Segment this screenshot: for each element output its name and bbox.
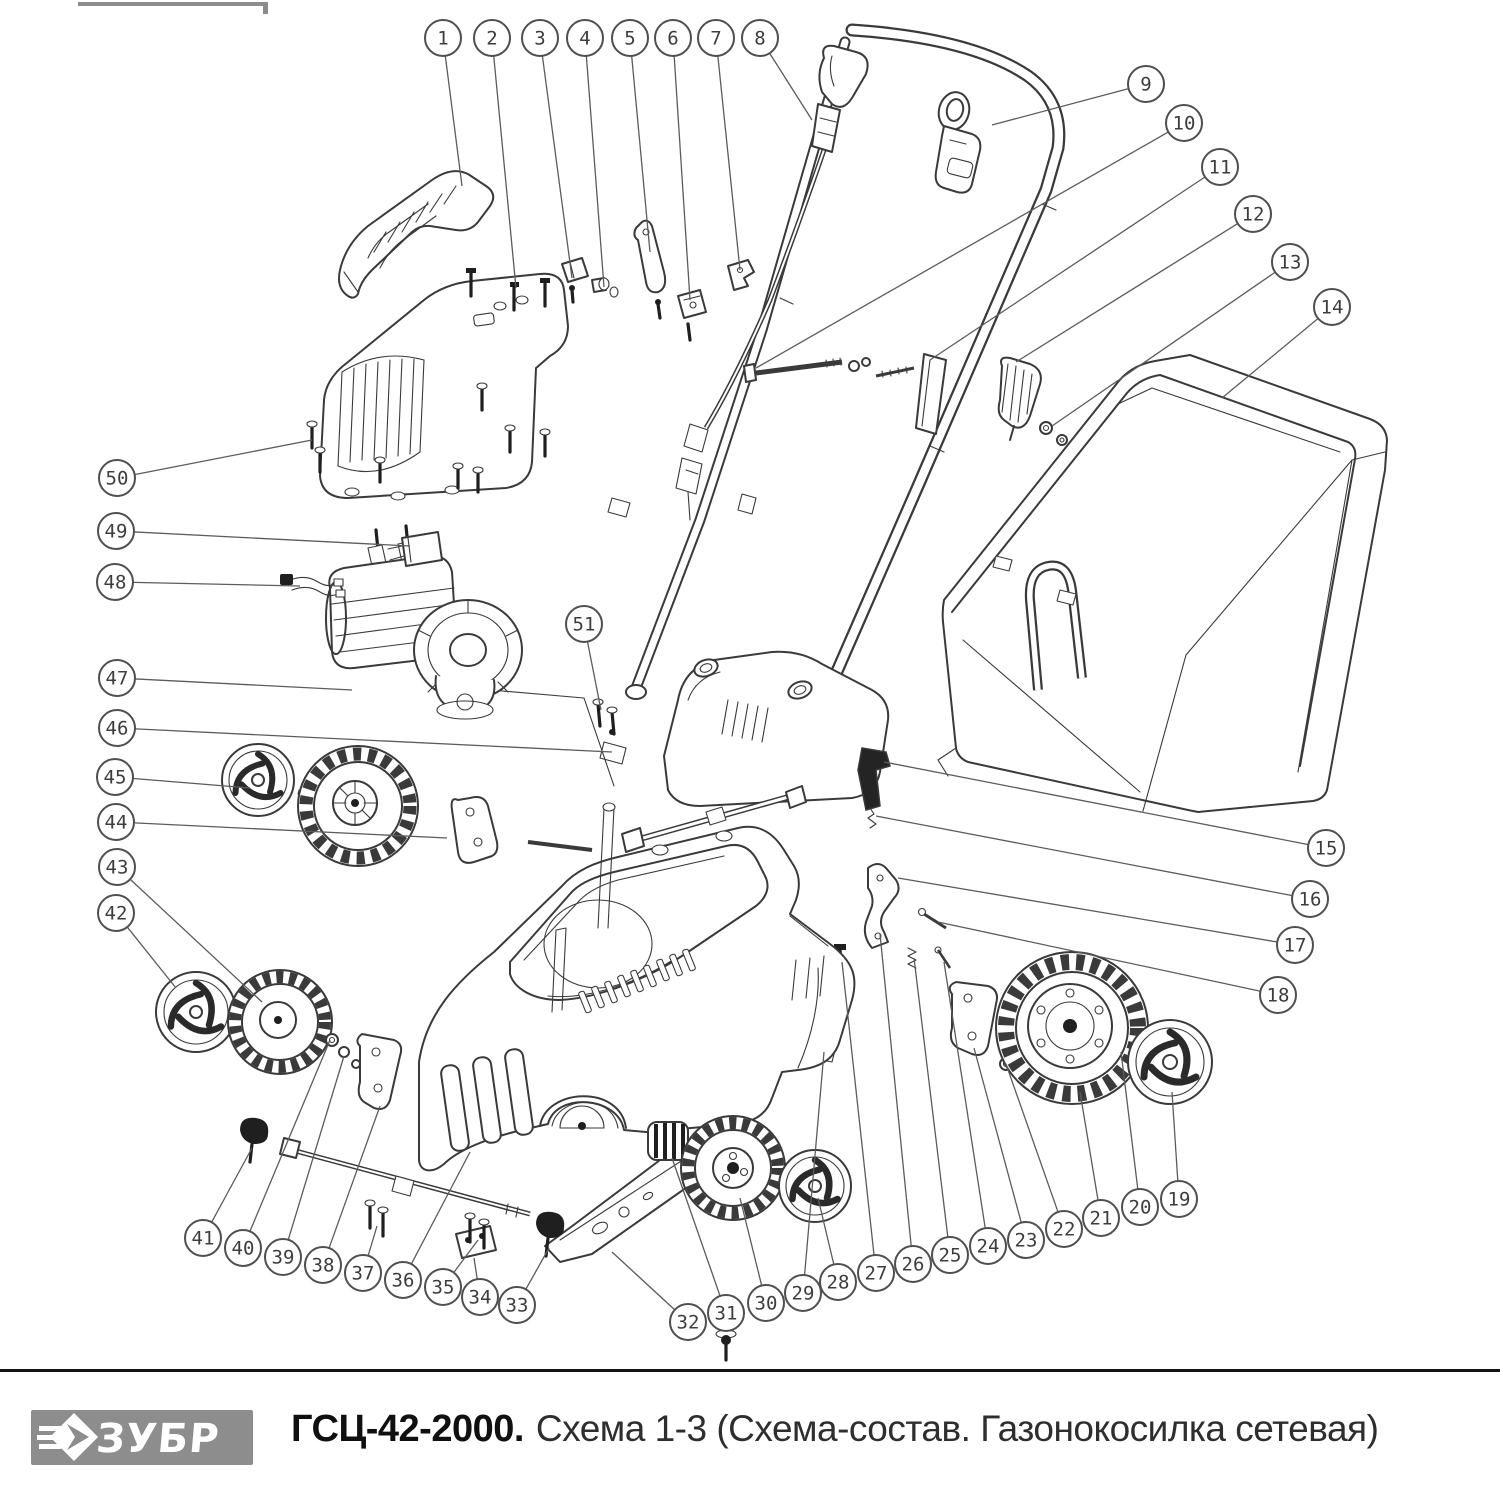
callout-leader-42 <box>128 927 176 988</box>
callout-number-32: 32 <box>676 1311 700 1334</box>
callout-number-12: 12 <box>1241 203 1265 226</box>
callout-51 <box>566 606 602 642</box>
callout-number-27: 27 <box>864 1262 888 1285</box>
callout-number-51: 51 <box>572 613 596 636</box>
callout-number-21: 21 <box>1089 1207 1113 1230</box>
callout-leader-48 <box>133 582 300 586</box>
callout-number-28: 28 <box>826 1271 850 1294</box>
callout-number-8: 8 <box>754 27 766 50</box>
callout-number-45: 45 <box>103 766 127 789</box>
callout-29 <box>785 1275 821 1311</box>
callout-49 <box>98 513 134 549</box>
callout-15 <box>1308 830 1344 866</box>
callout-leader-1 <box>445 56 462 186</box>
callout-2 <box>474 20 510 56</box>
callout-number-14: 14 <box>1320 296 1344 319</box>
callout-10 <box>1166 105 1202 141</box>
callout-number-19: 19 <box>1167 1188 1191 1211</box>
callout-5 <box>612 20 648 56</box>
callout-leader-34 <box>474 1258 477 1279</box>
callout-number-5: 5 <box>624 27 636 50</box>
callout-number-37: 37 <box>351 1262 375 1285</box>
part-small-hardware-row <box>562 221 754 340</box>
callout-30 <box>748 1285 784 1321</box>
callout-28 <box>820 1264 856 1300</box>
callout-number-4: 4 <box>579 27 591 50</box>
callout-38 <box>305 1247 341 1283</box>
callout-number-25: 25 <box>938 1244 962 1267</box>
callout-44 <box>98 804 134 840</box>
footer-bar <box>0 1372 1500 1500</box>
callout-number-43: 43 <box>105 856 129 879</box>
callout-leader-33 <box>526 1248 549 1289</box>
callout-number-42: 42 <box>104 902 128 925</box>
callout-number-40: 40 <box>231 1237 255 1260</box>
callout-25 <box>932 1237 968 1273</box>
callout-number-36: 36 <box>391 1269 415 1292</box>
callout-11 <box>1202 149 1238 185</box>
callout-number-26: 26 <box>901 1253 925 1276</box>
callout-number-11: 11 <box>1208 156 1232 179</box>
callout-19 <box>1161 1181 1197 1217</box>
callout-leader-19 <box>1172 1092 1178 1181</box>
callout-26 <box>895 1246 931 1282</box>
callout-42 <box>98 895 134 931</box>
callout-14 <box>1314 289 1350 325</box>
callout-leader-47 <box>135 679 352 690</box>
callout-leader-2 <box>494 56 516 288</box>
callout-number-20: 20 <box>1128 1196 1152 1219</box>
callout-22 <box>1046 1211 1082 1247</box>
callout-35 <box>425 1269 461 1305</box>
callout-4 <box>567 20 603 56</box>
brand-logo-art <box>31 1410 253 1465</box>
callout-number-24: 24 <box>976 1235 1000 1258</box>
callout-48 <box>97 564 133 600</box>
callout-leader-26 <box>880 934 911 1246</box>
callout-45 <box>97 759 133 795</box>
callout-number-13: 13 <box>1278 251 1302 274</box>
callout-number-34: 34 <box>468 1286 492 1309</box>
callout-leader-41 <box>212 1148 252 1222</box>
callout-41 <box>185 1220 221 1256</box>
callout-number-2: 2 <box>486 27 498 50</box>
callout-43 <box>99 849 135 885</box>
brand-logo <box>31 1410 253 1465</box>
callout-34 <box>462 1279 498 1315</box>
callout-18 <box>1260 977 1296 1013</box>
callout-number-49: 49 <box>104 520 128 543</box>
callout-number-31: 31 <box>714 1302 738 1325</box>
callout-37 <box>345 1255 381 1291</box>
callout-46 <box>99 710 135 746</box>
callout-17 <box>1277 927 1313 963</box>
callout-40 <box>225 1230 261 1266</box>
model-number: ГСЦ-42-2000. <box>291 1408 524 1450</box>
callout-number-41: 41 <box>191 1227 215 1250</box>
callout-number-18: 18 <box>1266 984 1290 1007</box>
callout-9 <box>1128 66 1164 102</box>
callout-leader-16 <box>876 816 1292 896</box>
callout-leader-38 <box>329 1106 380 1248</box>
callout-8 <box>742 20 778 56</box>
callout-1 <box>425 20 461 56</box>
part-motor-cover <box>307 268 568 500</box>
callout-50 <box>99 460 135 496</box>
part-grass-bag <box>938 355 1387 812</box>
callout-number-44: 44 <box>104 811 128 834</box>
callout-leader-3 <box>542 56 572 278</box>
callout-16 <box>1292 881 1328 917</box>
callout-leader-7 <box>718 56 740 270</box>
callout-number-23: 23 <box>1014 1229 1038 1252</box>
part-handle-bolt-set <box>744 354 1067 445</box>
callout-24 <box>970 1228 1006 1264</box>
callout-23 <box>1008 1222 1044 1258</box>
callout-36 <box>385 1262 421 1298</box>
callout-12 <box>1235 196 1271 232</box>
callout-7 <box>698 20 734 56</box>
callout-number-16: 16 <box>1298 888 1322 911</box>
callout-leader-11 <box>930 177 1205 360</box>
callout-31 <box>708 1295 744 1331</box>
callout-number-48: 48 <box>103 571 127 594</box>
callout-leader-50 <box>135 440 312 474</box>
callout-number-15: 15 <box>1314 837 1338 860</box>
callout-number-33: 33 <box>505 1294 529 1317</box>
callout-number-1: 1 <box>437 27 449 50</box>
callout-number-6: 6 <box>667 27 679 50</box>
part-left-upper-wheels <box>222 744 418 866</box>
doc-title <box>291 1408 1378 1468</box>
callout-leader-12 <box>1016 224 1237 362</box>
callout-6 <box>655 20 691 56</box>
brand-logo-text: ЗУБР <box>94 1416 222 1462</box>
callout-leader-32 <box>612 1252 674 1309</box>
callout-leader-6 <box>674 56 690 300</box>
callout-number-3: 3 <box>534 27 546 50</box>
callout-number-50: 50 <box>105 467 129 490</box>
callout-number-7: 7 <box>710 27 722 50</box>
callout-47 <box>99 660 135 696</box>
callout-leader-27 <box>842 962 874 1255</box>
callout-3 <box>522 20 558 56</box>
callout-number-39: 39 <box>271 1246 295 1269</box>
callout-13 <box>1272 244 1308 280</box>
callout-32 <box>670 1304 706 1340</box>
callout-number-9: 9 <box>1140 73 1152 96</box>
callout-number-22: 22 <box>1052 1218 1076 1241</box>
callout-leader-17 <box>898 878 1277 942</box>
callout-number-46: 46 <box>105 717 129 740</box>
part-rear-right-wheel <box>996 952 1212 1104</box>
scheme-subtitle: Схема 1-3 (Схема-состав. Газонокосилка сетевая) <box>535 1408 1379 1449</box>
callout-number-17: 17 <box>1283 934 1307 957</box>
callout-20 <box>1122 1189 1158 1225</box>
callout-leader-21 <box>1080 1092 1098 1200</box>
callout-21 <box>1083 1200 1119 1236</box>
callout-27 <box>858 1255 894 1291</box>
callout-33 <box>499 1287 535 1323</box>
callout-number-38: 38 <box>311 1254 335 1277</box>
part-cord-clip <box>935 89 980 193</box>
callout-leader-8 <box>770 54 812 120</box>
callout-number-47: 47 <box>105 667 129 690</box>
callout-number-35: 35 <box>431 1276 455 1299</box>
callout-leader-25 <box>914 958 948 1237</box>
callout-number-10: 10 <box>1172 112 1196 135</box>
callout-leader-49 <box>134 532 410 546</box>
callout-39 <box>265 1239 301 1275</box>
callout-number-30: 30 <box>754 1292 778 1315</box>
callout-leader-37 <box>368 1226 377 1255</box>
callout-number-29: 29 <box>791 1282 815 1305</box>
callout-leader-4 <box>586 56 604 287</box>
